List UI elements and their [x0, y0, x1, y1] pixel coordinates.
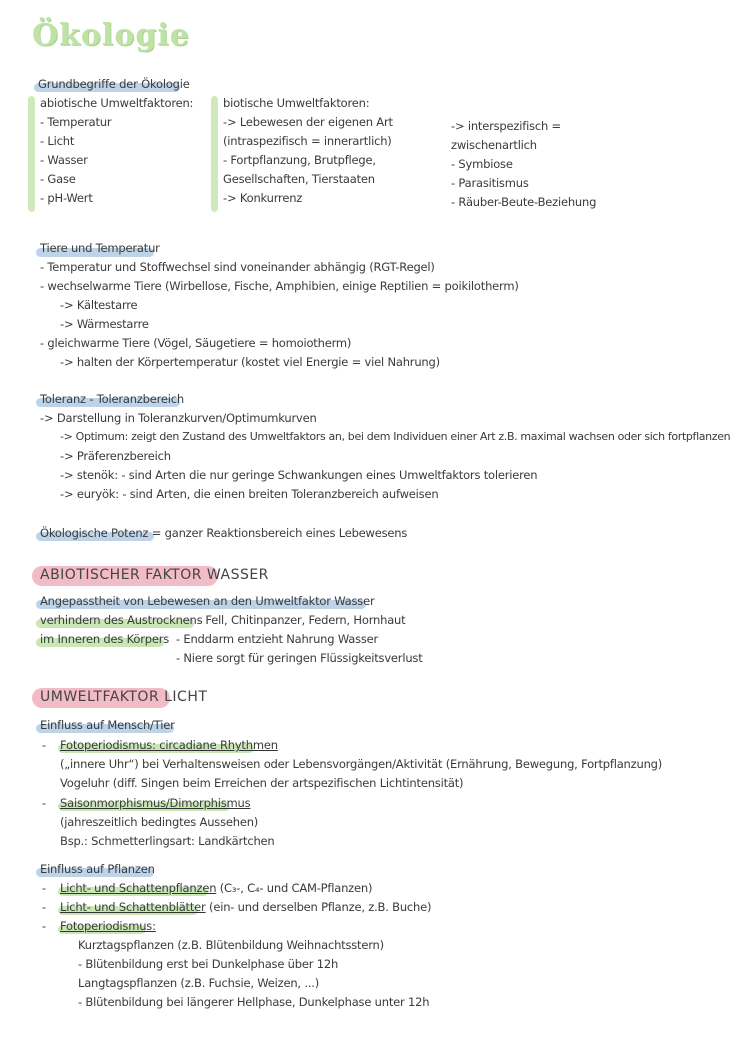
foto-line: Vogeluhr (diff. Singen beim Erreichen der artspezifischen Lichtintensität) [60, 776, 464, 790]
pflanzen-3-line: - Blütenbildung erst bei Dunkelphase über 12h [78, 957, 339, 971]
wasser-sub: Angepasstheit von Lebewesen an den Umweltfaktor Wasser [40, 594, 375, 608]
abiotisch-item: - Wasser [40, 153, 88, 167]
biotisch-item: Gesellschaften, Tierstaaten [223, 172, 375, 186]
bullet: - [42, 900, 46, 914]
toleranz-line: -> Darstellung in Toleranzkurven/Optimumkurven [40, 411, 317, 425]
abiotisch-item: - Licht [40, 134, 75, 148]
bullet: - [42, 881, 46, 895]
abiotisch-item: - Temperatur [40, 115, 112, 129]
pflanzen-1-text: (C₃-, C₄- und CAM-Pflanzen) [216, 881, 373, 895]
pflanzen-3-line: Kurztagspflanzen (z.B. Blütenbildung Weihnachtsstern) [78, 938, 384, 952]
margin-bar [211, 96, 218, 212]
tiere-line: - Temperatur und Stoffwechsel sind voneinander abhängig (RGT-Regel) [40, 260, 435, 274]
potenz-term: Ökologische Potenz [40, 526, 149, 540]
section-heading-wasser: ABIOTISCHER FAKTOR WASSER [40, 567, 269, 583]
mensch-heading: Einfluss auf Mensch/Tier [40, 718, 175, 732]
section-heading-licht: UMWELTFAKTOR LICHT [40, 689, 208, 705]
toleranz-line: -> stenök: - sind Arten die nur geringe Schwankungen eines Umweltfaktors tolerieren [60, 468, 538, 482]
abiotisch-item: - Gase [40, 172, 76, 186]
inter-line: - Symbiose [451, 157, 513, 171]
abiotisch-heading: abiotische Umweltfaktoren: [40, 96, 194, 110]
potenz-line [40, 525, 407, 541]
pflanzen-3-label: Fotoperiodismus: [60, 919, 156, 933]
inter-line: -> interspezifisch = [451, 119, 561, 133]
biotisch-item: - Fortpflanzung, Brutpflege, [223, 153, 376, 167]
abiotisch-item: - pH-Wert [40, 191, 93, 205]
pflanzen-heading: Einfluss auf Pflanzen [40, 862, 155, 876]
tiere-line: - wechselwarme Tiere (Wirbellose, Fische, Amphibien, einige Reptilien = poikilotherm) [40, 279, 519, 293]
bullet: - [42, 796, 46, 810]
tiere-line: - gleichwarme Tiere (Vögel, Säugetiere = homoiotherm) [40, 336, 352, 350]
pflanzen-line-1 [60, 880, 372, 896]
tiere-line: -> Kältestarre [60, 298, 138, 312]
toleranz-line: -> euryök: - sind Arten, die einen breiten Toleranzbereich aufweisen [60, 487, 439, 501]
austrocknen-label: verhindern des Austrocknens [40, 613, 203, 627]
saison-label: Saisonmorphismus/Dimorphismus [60, 796, 251, 810]
saison-line: (jahreszeitlich bedingtes Aussehen) [60, 815, 259, 829]
toleranz-line: -> Optimum: zeigt den Zustand des Umweltfaktors an, bei dem Individuen einer Art z.B. maximal wachsen oder sich fortpflanzen [60, 430, 731, 443]
biotisch-item: (intraspezifisch = innerartlich) [223, 134, 392, 148]
biotisch-item: -> Lebewesen der eigenen Art [223, 115, 393, 129]
pflanzen-3-line: Langtagspflanzen (z.B. Fuchsie, Weizen, ...) [78, 976, 319, 990]
section-heading-toleranz: Toleranz - Toleranzbereich [40, 392, 184, 406]
inneren-label: im Inneren des Körpers [40, 632, 170, 646]
inter-line: - Parasitismus [451, 176, 529, 190]
foto-label: Fotoperiodismus: circadiane Rhythmen [60, 738, 278, 752]
tiere-line: -> Wärmestarre [60, 317, 149, 331]
pflanzen-2-label: Licht- und Schattenblätter [60, 900, 206, 914]
pflanzen-3-line: - Blütenbildung bei längerer Hellphase, Dunkelphase unter 12h [78, 995, 430, 1009]
foto-line: („innere Uhr“) bei Verhaltensweisen oder Lebensvorgängen/Aktivität (Ernährung, Bewegung, Fortpflanzung) [60, 757, 663, 771]
inneren-line: - Enddarm entzieht Nahrung Wasser [176, 632, 379, 646]
biotisch-heading: biotische Umweltfaktoren: [223, 96, 370, 110]
tiere-line: -> halten der Körpertemperatur (kostet viel Energie = viel Nahrung) [60, 355, 440, 369]
page-title: Ökologie [32, 18, 190, 53]
bullet: - [42, 919, 46, 933]
bullet: - [42, 738, 46, 752]
inter-line: zwischenartlich [451, 138, 537, 152]
toleranz-line: -> Präferenzbereich [60, 449, 171, 463]
austrocknen-text: - Fell, Chitinpanzer, Federn, Hornhaut [198, 613, 406, 627]
section-heading-grundbegriffe: Grundbegriffe der Ökologie [38, 77, 190, 91]
biotisch-item: -> Konkurrenz [223, 191, 303, 205]
inter-line: - Räuber-Beute-Beziehung [451, 195, 597, 209]
section-heading-tiere: Tiere und Temperatur [40, 241, 160, 255]
pflanzen-1-label: Licht- und Schattenpflanzen [60, 881, 217, 895]
potenz-definition: = ganzer Reaktionsbereich eines Lebewesens [148, 526, 408, 540]
pflanzen-line-2 [60, 899, 431, 915]
saison-line: Bsp.: Schmetterlingsart: Landkärtchen [60, 834, 275, 848]
margin-bar [28, 96, 35, 212]
pflanzen-2-text: (ein- und derselben Pflanze, z.B. Buche) [205, 900, 432, 914]
inneren-line: - Niere sorgt für geringen Flüssigkeitsverlust [176, 651, 423, 665]
